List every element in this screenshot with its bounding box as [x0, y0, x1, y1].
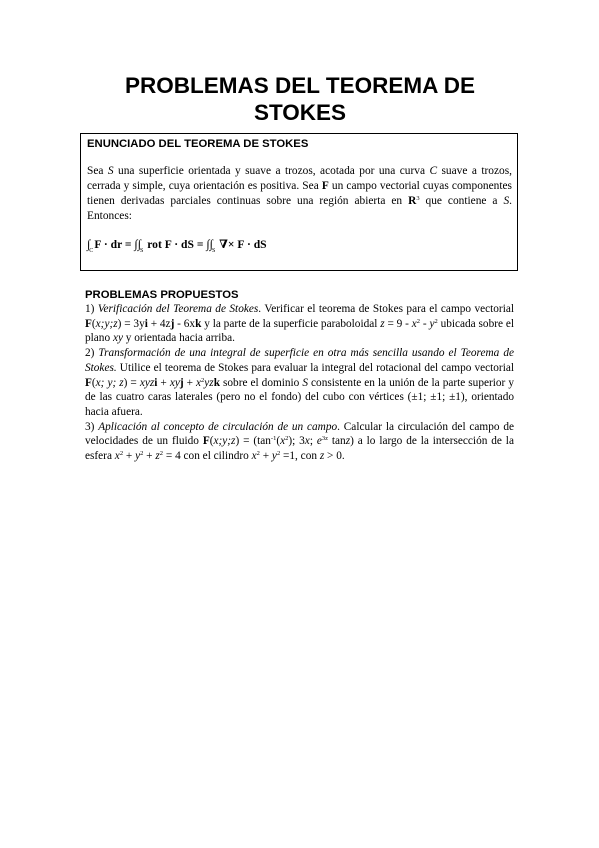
title-line-2: STOKES	[253, 100, 347, 125]
problem-1: 1) Verificación del Teorema de Stokes. Verificar el teorema de Stokes para el campo vectorial F(x;y;z) = 3yi + 4zj - 6xk y la parte de la superficie paraboloidal $z = 9 - x^2 - y^2$ ubicada sobre el plano xy y orientada hacia arriba.	[85, 303, 514, 345]
problems-list	[85, 302, 514, 464]
theorem-statement: Sea S una superficie orientada y suave a trozos, acotada por una curva C suave a trozos, cerrada y simple, cuya orientación es positiva. Sea F un campo vectorial cuyas componentes tienen derivadas parciales continuas sobre una región abierta en $R^3$ que contiene a S. Entonces:	[87, 165, 513, 222]
page-title	[60, 72, 540, 126]
stokes-formula: $\int_CF$ · dr = $\int\int_S$ rot F · dS = $\int\int_S$ ∇× F · dS	[87, 237, 267, 254]
theorem-box	[80, 133, 518, 271]
problems-heading: PROBLEMAS PROPUESTOS	[85, 289, 239, 301]
title-line-1: PROBLEMAS DEL TEOREMA DE	[124, 73, 476, 98]
problem-2: 2) Transformación de una integral de superficie en otra más sencilla usando el Teorema de Stokes. Utilice el teorema de Stokes para evaluar la integral del rotacional del campo vectorial F(x; y; z) = xyzi + xyj + $x^2yzk$ sobre el dominio S consistente en la unión de la parte superior y de las cuatro caras laterales (pero no el fondo) del cubo con vértices (±1; ±1; ±1), orientado hacia afuera.	[85, 347, 514, 418]
theorem-heading: ENUNCIADO DEL TEOREMA DE STOKES	[87, 138, 309, 150]
problem-3: 3) Aplicación al concepto de circulación de un campo. Calcular la circulación del campo de velocidades de un fluido F(x;y;z) = ($\tan^{-1}(x^2)$; 3x; $e^{3z}$ tanz) a lo largo de la intersección de la esfera $x^2 + y^2 + z^2 = 4$ con el cilindro $x^2 + y^2 =1$, con z > 0.	[85, 420, 514, 463]
